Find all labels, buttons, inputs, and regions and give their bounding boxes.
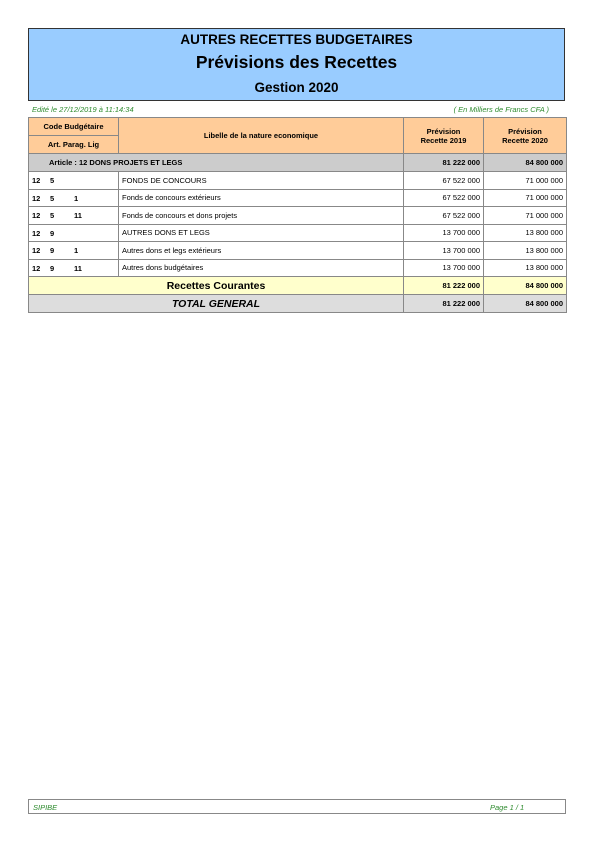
header-code: Code Budgétaire — [29, 118, 119, 136]
article-row — [29, 154, 567, 172]
page-footer — [28, 799, 566, 814]
table-row: 12 9 1 Autres dons et legs extérieurs 13 700 000 13 800 000 — [29, 242, 567, 260]
table-row: 12 5 11 Fonds de concours et dons projets 67 522 000 71 000 000 — [29, 207, 567, 225]
table-row: 12 5 1 Fonds de concours extérieurs 67 522 000 71 000 000 — [29, 189, 567, 207]
header-code-sub: Art. Parag. Lig — [29, 136, 119, 154]
total-general-row: TOTAL GENERAL 81 222 000 84 800 000 — [29, 295, 567, 313]
total-general-label: TOTAL GENERAL — [29, 295, 404, 313]
page-number: Page 1 / 1 — [490, 803, 525, 812]
article-2020: 84 800 000 — [484, 154, 567, 172]
report-year: Gestion 2020 — [254, 80, 339, 95]
header-prevision-2020: Prévision Recette 2020 — [484, 118, 567, 154]
table-row: 12 9 AUTRES DONS ET LEGS 13 700 000 13 800 000 — [29, 224, 567, 242]
header-libelle: Libelle de la nature economique — [119, 118, 404, 154]
currency-unit: ( En Milliers de Francs CFA ) — [453, 105, 549, 114]
report-header — [28, 28, 565, 101]
table-row: 12 5 FONDS DE CONCOURS 67 522 000 71 000 000 — [29, 172, 567, 190]
recettes-courantes-label: Recettes Courantes — [29, 277, 404, 295]
edition-date: Edité le 27/12/2019 à 11:14:34 — [32, 105, 134, 114]
table-row: 12 9 11 Autres dons budgétaires 13 700 000 13 800 000 — [29, 259, 567, 277]
budget-table — [28, 117, 567, 313]
edition-meta — [28, 103, 565, 116]
recettes-courantes-row: Recettes Courantes 81 222 000 84 800 000 — [29, 277, 567, 295]
report-category: AUTRES RECETTES BUDGETAIRES — [180, 32, 413, 47]
report-title: Prévisions des Recettes — [195, 52, 398, 72]
article-label: Article : 12 DONS PROJETS ET LEGS — [29, 154, 404, 172]
header-prevision-2019: Prévision Recette 2019 — [404, 118, 484, 154]
footer-app-name: SIPIBE — [33, 803, 58, 812]
article-2019: 81 222 000 — [404, 154, 484, 172]
